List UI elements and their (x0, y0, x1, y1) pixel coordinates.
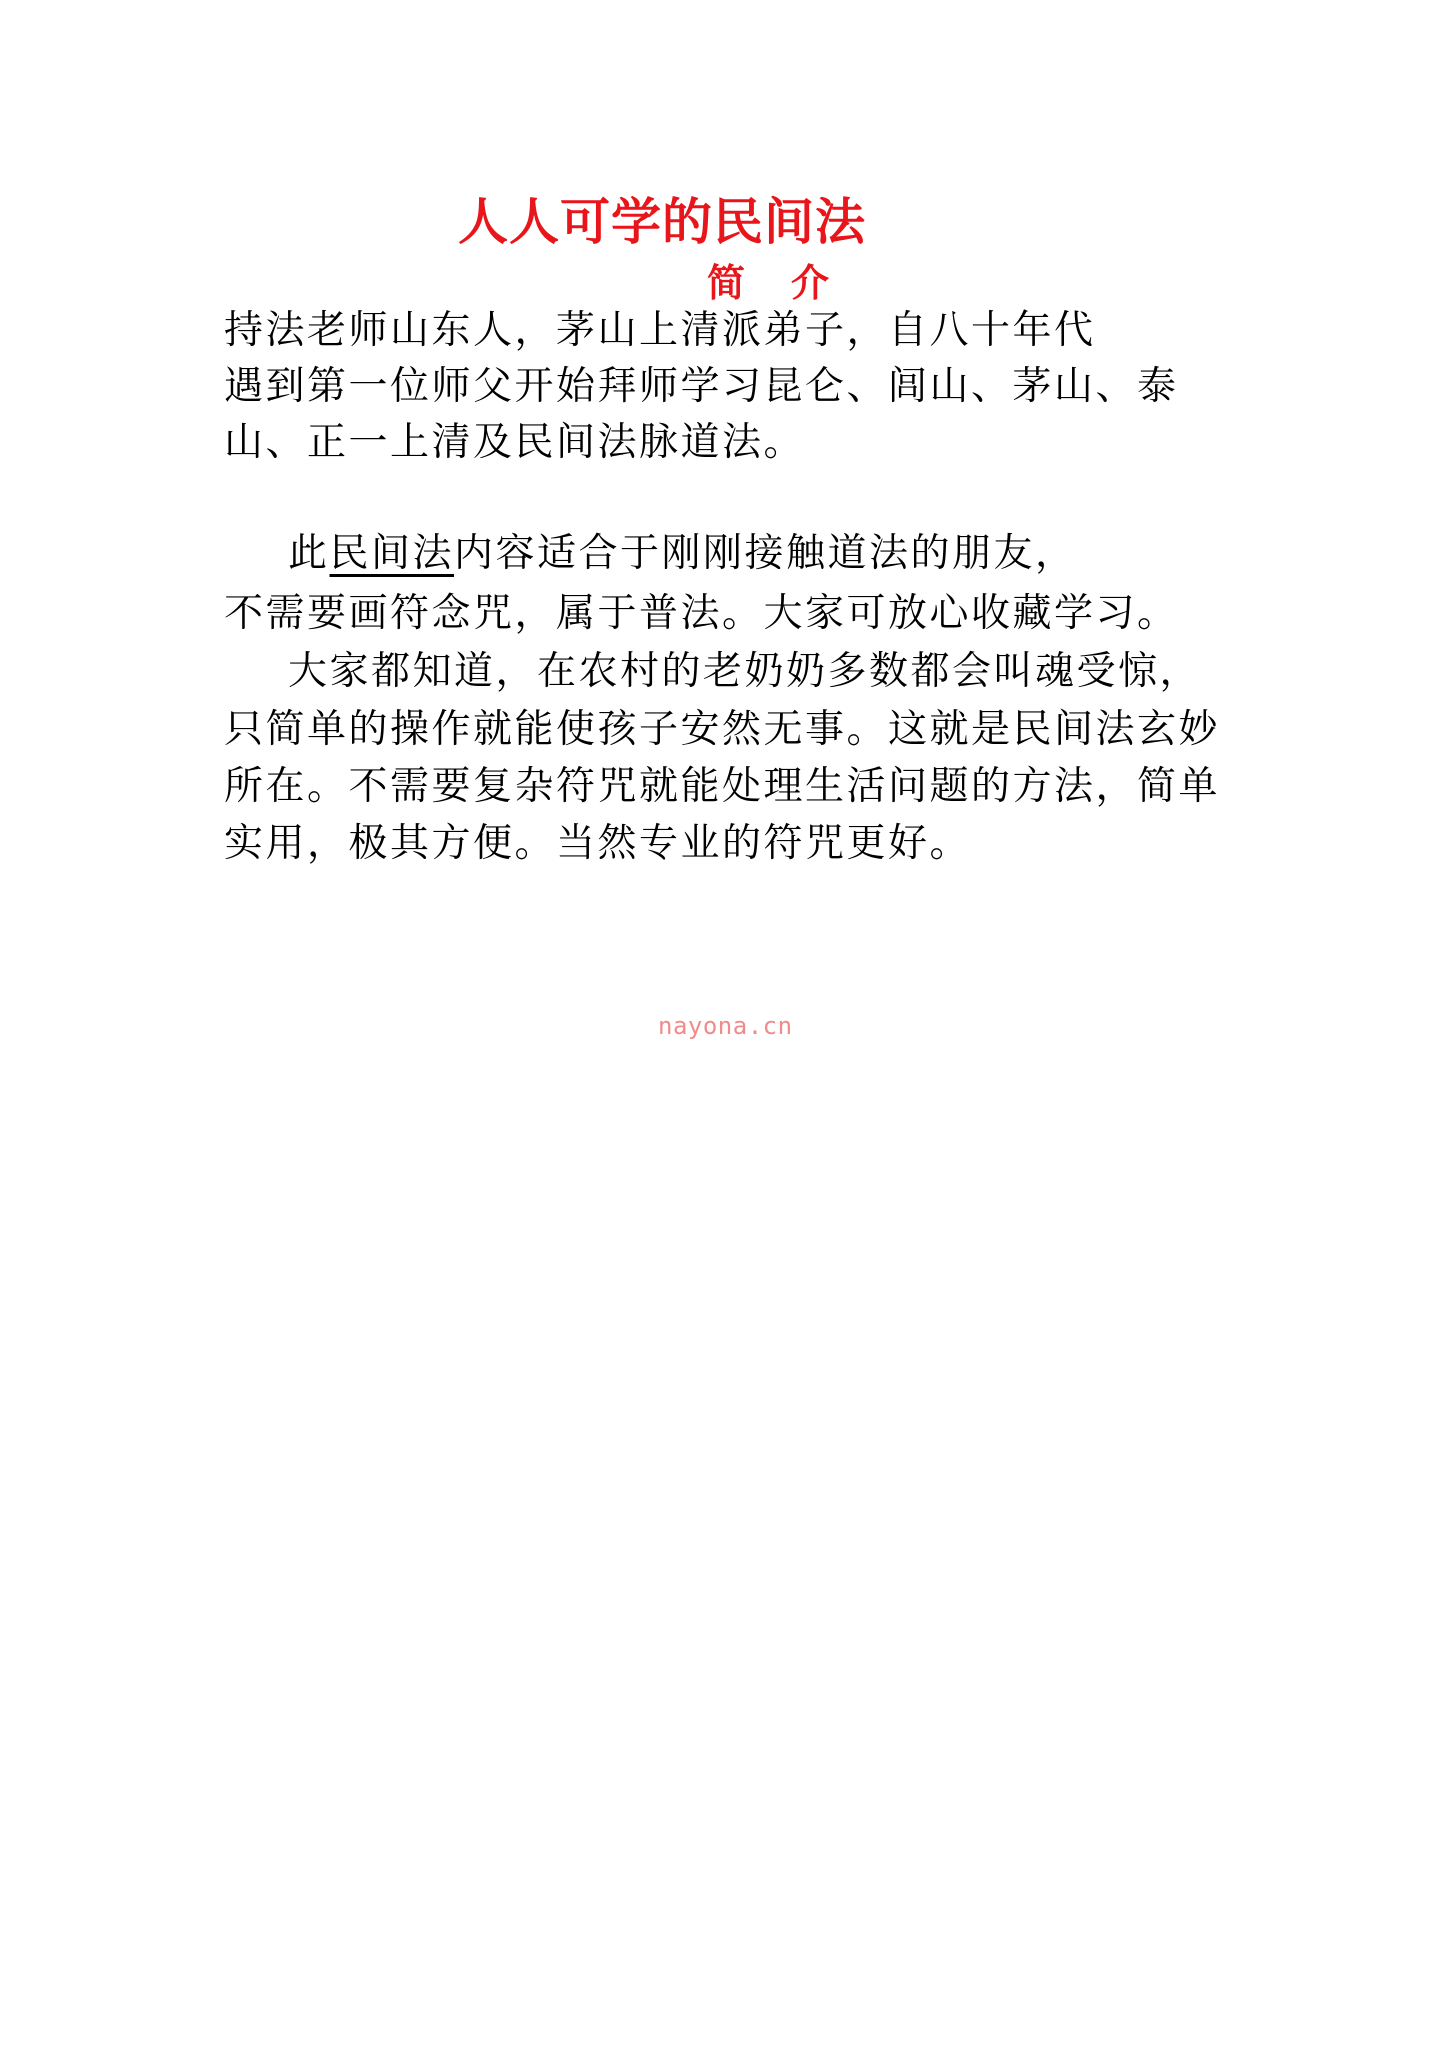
scope-line-1-suffix: 内容适合于刚刚接触道法的朋友， (454, 531, 1077, 576)
example-line-4: 实用，极其方便。当然专业的符咒更好。 (224, 821, 972, 866)
scope-line-1-prefix: 此 (288, 531, 330, 576)
example-line-3: 所在。不需要复杂符咒就能处理生活问题的方法，简单 (224, 764, 1221, 809)
watermark-text: nayona.cn (658, 1012, 793, 1040)
intro-line-3: 山、正一上清及民间法脉道法。 (224, 420, 806, 465)
underlined-term: 民间法 (329, 531, 455, 576)
scope-line-1 (288, 530, 1077, 578)
subtitle-char-1: 简 (707, 260, 746, 305)
scope-line-2: 不需要画符念咒，属于普法。大家可放心收藏学习。 (224, 591, 1179, 636)
document-subtitle (707, 252, 829, 307)
intro-line-2: 遇到第一位师父开始拜师学习昆仑、闾山、茅山、泰 (224, 364, 1179, 409)
intro-line-1: 持法老师山东人，茅山上清派弟子，自八十年代 (224, 308, 1096, 353)
subtitle-char-2: 介 (791, 260, 830, 305)
document-title: 人人可学的民间法 (458, 192, 866, 251)
example-line-1: 大家都知道，在农村的老奶奶多数都会叫魂受惊， (288, 649, 1202, 694)
example-line-2: 只简单的操作就能使孩子安然无事。这就是民间法玄妙 (224, 707, 1221, 752)
